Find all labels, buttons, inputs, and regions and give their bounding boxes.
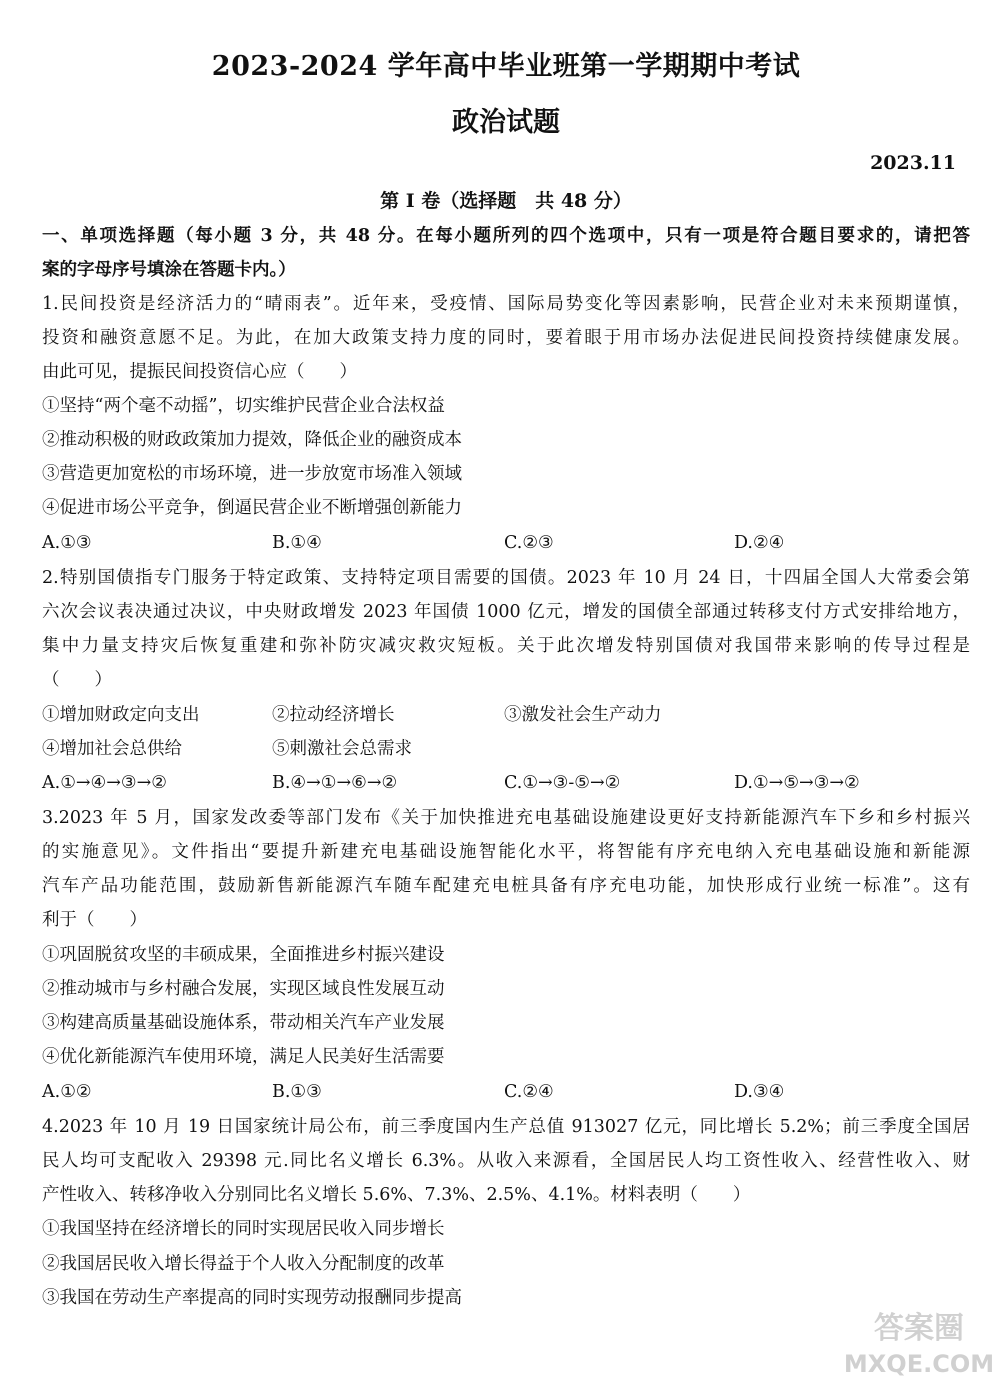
section-instruction-line1: 一、单项选择题（每小题 3 分，共 48 分。在每小题所列的四个选项中，只有一项是符合题目要求的，请把答 bbox=[42, 226, 970, 246]
q3-stem-line1: 3.2023 年 5 月，国家发改委等部门发布《关于加快推进充电基础设施建设更好支持新能源汽车下乡和乡村振兴 bbox=[42, 808, 970, 828]
q2-choice-a: A.①→④→③→② bbox=[42, 773, 167, 793]
q3-item-4: ④优化新能源汽车使用环境，满足人民美好生活需要 bbox=[42, 1047, 445, 1067]
q3-choice-b: B.①③ bbox=[272, 1082, 322, 1102]
exam-subject: 政治试题 bbox=[452, 107, 560, 138]
q1-item-4: ④促进市场公平竞争，倒逼民营企业不断增强创新能力 bbox=[42, 498, 462, 518]
q2-stem-line1: 2.特别国债指专门服务于特定政策、支持特定项目需要的国债。2023 年 10 月 24 日，十四届全国人大常委会第 bbox=[42, 568, 970, 588]
q2-stem-line4: （ ） bbox=[42, 670, 112, 690]
q1-item-3: ③营造更加宽松的市场环境，进一步放宽市场准入领域 bbox=[42, 464, 462, 484]
q2-item-4: ④增加社会总供给 bbox=[42, 739, 182, 759]
q3-stem-line3: 汽车产品功能范围，鼓励新售新能源汽车随车配建充电桩具备有序充电功能，加快形成行业统一标准”。这有 bbox=[42, 876, 970, 896]
q4-item-1: ①我国坚持在经济增长的同时实现居民收入同步增长 bbox=[42, 1219, 445, 1239]
q3-item-3: ③构建高质量基础设施体系，带动相关汽车产业发展 bbox=[42, 1013, 445, 1033]
q4-item-2: ②我国居民收入增长得益于个人收入分配制度的改革 bbox=[42, 1254, 445, 1274]
q3-item-2: ②推动城市与乡村融合发展，实现区域良性发展互动 bbox=[42, 979, 445, 999]
q3-stem-line4: 利于（ ） bbox=[42, 910, 147, 930]
q1-item-2: ②推动积极的财政政策加力提效，降低企业的融资成本 bbox=[42, 430, 462, 450]
q3-stem-line2: 的实施意见》。文件指出“要提升新建充电基础设施智能化水平，将智能有序充电纳入充电基础设施和新能源 bbox=[42, 842, 970, 862]
q2-stem-line2: 六次会议表决通过决议，中央财政增发 2023 年国债 1000 亿元，增发的国债全部通过转移支付方式安排给地方， bbox=[42, 602, 970, 622]
watermark-text-1: 答案圈 bbox=[874, 1311, 964, 1346]
q1-choice-c: C.②③ bbox=[504, 533, 554, 553]
q1-choice-d: D.②④ bbox=[734, 533, 785, 553]
q4-stem-line1: 4.2023 年 10 月 19 日国家统计局公布，前三季度国内生产总值 913027 亿元，同比增长 5.2%；前三季度全国居 bbox=[42, 1117, 970, 1137]
q3-choice-c: C.②④ bbox=[504, 1082, 554, 1102]
q4-stem-line2: 民人均可支配收入 29398 元.同比名义增长 6.3%。从收入来源看，全国居民人均工资性收入、经营性收入、财 bbox=[42, 1151, 970, 1171]
watermark-text-2: MXQE.COM bbox=[844, 1350, 994, 1378]
q2-item-2: ②拉动经济增长 bbox=[272, 705, 395, 725]
q1-stem-line1: 1.民间投资是经济活力的“晴雨表”。近年来，受疫情、国际局势变化等因素影响，民营企业对未来预期谨慎， bbox=[42, 294, 970, 314]
q2-item-1: ①增加财政定向支出 bbox=[42, 705, 200, 725]
q4-item-3: ③我国在劳动生产率提高的同时实现劳动报酬同步提高 bbox=[42, 1288, 462, 1308]
exam-date: 2023.11 bbox=[870, 152, 956, 174]
q2-choice-d: D.①→⑤→③→② bbox=[734, 773, 860, 793]
q1-choice-b: B.①④ bbox=[272, 533, 322, 553]
q2-choice-c: C.①→③-⑤→② bbox=[504, 773, 621, 793]
q2-stem-line3: 集中力量支持灾后恢复重建和弥补防灾减灾救灾短板。关于此次增发特别国债对我国带来影响的传导过程是 bbox=[42, 636, 970, 656]
q1-stem-line3: 由此可见，提振民间投资信心应（ ） bbox=[42, 362, 357, 382]
q4-stem-line3: 产性收入、转移净收入分别同比名义增长 5.6%、7.3%、2.5%、4.1%。材料表明（ ） bbox=[42, 1185, 751, 1205]
q2-item-3: ③激发社会生产动力 bbox=[504, 705, 662, 725]
q1-stem-line2: 投资和融资意愿不足。为此，在加大政策支持力度的同时，要着眼于用市场办法促进民间投资持续健康发展。 bbox=[42, 328, 970, 348]
q2-item-5: ⑤刺激社会总需求 bbox=[272, 739, 412, 759]
q3-item-1: ①巩固脱贫攻坚的丰硕成果，全面推进乡村振兴建设 bbox=[42, 945, 445, 965]
q3-choice-d: D.③④ bbox=[734, 1082, 785, 1102]
q2-choice-b: B.④→①→⑥→② bbox=[272, 773, 398, 793]
watermark-logo bbox=[844, 1302, 994, 1382]
q1-item-1: ①坚持“两个毫不动摇”，切实维护民营企业合法权益 bbox=[42, 396, 445, 416]
q1-choice-a: A.①③ bbox=[42, 533, 92, 553]
section-heading: 第 I 卷（选择题 共 48 分） bbox=[380, 190, 632, 212]
section-instruction-line2: 案的字母序号填涂在答题卡内。） bbox=[42, 260, 296, 280]
exam-title: 2023-2024 学年高中毕业班第一学期期中考试 bbox=[211, 51, 801, 82]
q3-choice-a: A.①② bbox=[42, 1082, 92, 1102]
